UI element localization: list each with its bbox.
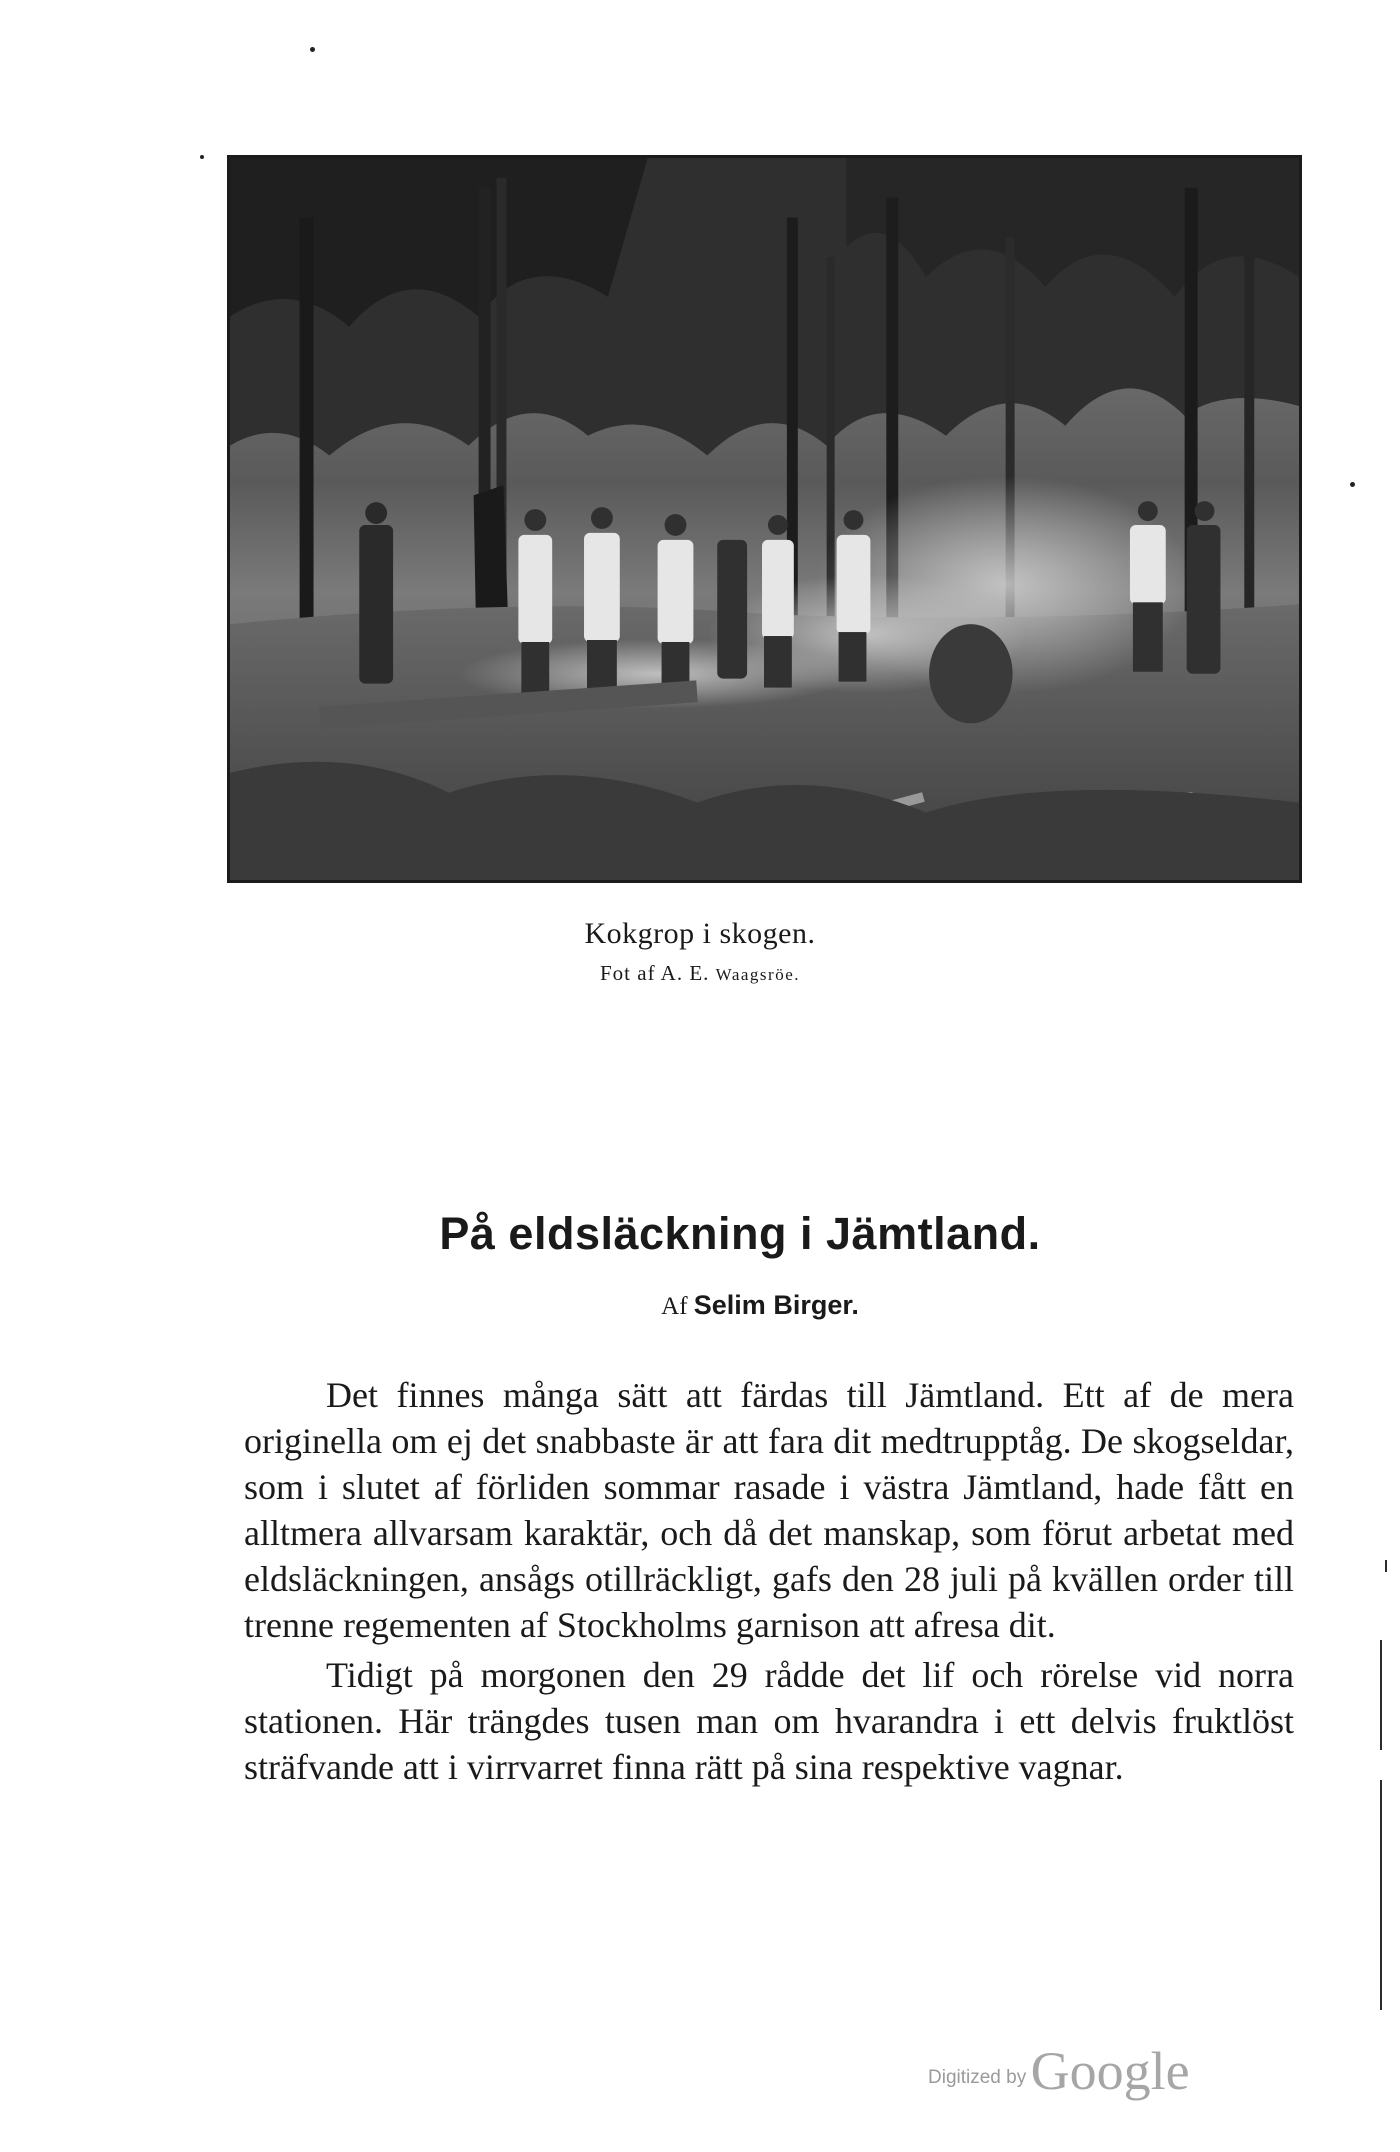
byline-prefix: Af (661, 1293, 688, 1320)
digitized-by-label: Digitized by (928, 2067, 1027, 2088)
kitchen-pit-in-forest-image (230, 158, 1299, 880)
paragraph: Tidigt på morgonen den 29 rådde det lif och rörelse vid norra stationen. Här trängdes tusen man om hvarandra i ett delvis fruktlöst sträfvande att i virrvarret finna rätt på sina respektive vagnar. (244, 1655, 1294, 1787)
print-speck (310, 47, 315, 52)
author-name: Selim Birger. (693, 1290, 859, 1320)
byline (60, 1290, 1400, 1321)
article-body (244, 1372, 1294, 1790)
photo-credit (0, 961, 1400, 986)
photo-caption: Kokgrop i skogen. (584, 917, 816, 950)
print-speck (1350, 482, 1355, 487)
scan-edge-mark (1380, 1780, 1382, 2010)
print-speck (200, 155, 204, 159)
forest-photograph (227, 155, 1302, 883)
digitized-by-google-watermark (928, 2040, 1190, 2102)
scan-edge-mark (1385, 1560, 1387, 1572)
paragraph: Det finnes många sätt att färdas till Jämtland. Ett af de mera originella om ej det snabbaste är att fara dit medtrupptåg. De skogseldar, som i slutet af förliden sommar rasade i västra Jämtland, hade fått en alltmera allvarsam karaktär, och då det manskap, som förut arbetat med eldsläckningen, ansågs otillräckligt, gafs den 28 juli på kvällen order till trenne regementen af Stockholms garnison att afresa dit. (244, 1375, 1294, 1645)
photographer-name: Waagsröe. (715, 965, 801, 984)
google-logo: Google (1030, 2041, 1190, 2101)
scan-edge-mark (1380, 1640, 1382, 1750)
article-title: På eldsläckning i Jämtland. (439, 1208, 1041, 1259)
photo-credit-prefix: Fot af A. E. (599, 961, 710, 985)
